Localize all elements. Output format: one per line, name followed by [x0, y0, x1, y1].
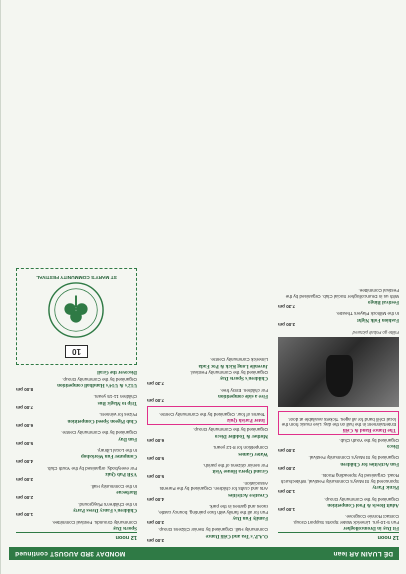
event-description: Fun 5-10-yrs. Limerick Water Sports Support Group. Contact Ronnie Cosgrove.: [292, 514, 399, 525]
event-photo: [278, 337, 399, 407]
event-title: O.A.P.'s Tea and Céilí Dance: [205, 532, 268, 539]
event-description: Arts and crafts for children. Organised by the Parents Association.: [159, 481, 268, 492]
box-title: The Dance Band & Céilí: [342, 427, 396, 434]
event-time: 2.00 pm: [16, 494, 34, 500]
logo-label: ST MARY'S COMMUNITY FESTIVAL: [36, 273, 117, 279]
event-time: 4.00 pm: [16, 458, 34, 464]
photo-caption: Fáilte go Pobal! pictured: [352, 330, 399, 336]
event-description: Organised by the Community Group.: [62, 376, 137, 382]
box-title: Inter Parish Quiz: [226, 417, 265, 424]
event-title: Barbecue: [116, 489, 137, 496]
event-title: Grand Opera House Visit: [212, 468, 268, 475]
event-time: 3.00 pm: [278, 448, 296, 454]
event-date: 12 noon: [278, 532, 399, 540]
event-title: U12's & U14's Handball competition: [57, 381, 137, 388]
event-description: Community Grounds. Festival Committee.: [51, 519, 137, 525]
event-date: 12 noon: [16, 532, 137, 540]
event-description: Organised by the Community Festival.: [190, 369, 268, 375]
event-time: 7.00 pm: [147, 398, 165, 404]
event-time: 7.00 pm: [16, 405, 34, 411]
event-time: 4.00 pm: [147, 496, 165, 502]
event-time: 6.00 pm: [147, 437, 165, 443]
event-title: Disco: [387, 442, 399, 449]
column-2: [147, 355, 268, 543]
event-time: 5.00 pm: [16, 440, 34, 446]
event-description: Organised by the Youth Club.: [339, 437, 399, 443]
event-title: Fit Day in Dromcollogher: [343, 525, 399, 531]
header-title: DÉ LUAIN AR lean: [333, 550, 393, 557]
event-title: Five a side competition: [218, 393, 268, 400]
rotated-page-content: [1, 0, 406, 574]
event-description: Children 11-15 years.: [93, 394, 137, 400]
header-subtitle: MONDAY 3RD AUGUST continued: [15, 550, 126, 557]
event-description: In the Local Library.: [96, 448, 137, 454]
event-description: With us in Drumcollogher Social Club. Organised by the Festival Committee.: [285, 288, 399, 299]
event-title: Adult Bowls & Pool Competition: [327, 501, 399, 508]
event-title: Fashion Folk Night: [357, 316, 399, 323]
event-time: 3.00 pm: [147, 520, 165, 526]
event-title: Discover the Grail: [97, 369, 137, 376]
event-title: Club Pigeon Speed Competition: [67, 417, 137, 424]
event-time: 3.00 pm: [16, 476, 34, 482]
event-description: Competition for 8-12 years.: [212, 445, 268, 451]
event-time: 3.00 pm: [278, 322, 296, 328]
event-description: Organised by the Community Centre.: [61, 430, 137, 436]
event-description: Organised by the Community Group.: [324, 496, 399, 502]
event-title: Computer Fun Workshop: [80, 453, 137, 460]
event-title: VSB Pub Quiz: [105, 471, 137, 478]
event-time: 5.00 pm: [147, 455, 165, 461]
event-description: For children. Entry free.: [220, 387, 268, 393]
logo-cutout: [16, 268, 137, 365]
event-title: Festival Bingo: [368, 298, 399, 305]
event-time: 5.00 pm: [147, 473, 165, 479]
event-time: 7.30 pm: [147, 380, 165, 386]
event-time: 8.00 pm: [16, 387, 34, 393]
event-title: Juvenile Long Kick & Poc Fada: [198, 362, 268, 369]
event-time: 7.30 pm: [278, 304, 296, 310]
event-time: 1.00 pm: [278, 507, 296, 513]
event-title: Water Games: [238, 450, 268, 457]
highlighted-event-box: [278, 411, 399, 435]
highlighted-event-box: [147, 406, 268, 425]
event-time: 1.00 pm: [16, 512, 34, 518]
page-header-band: [9, 547, 399, 560]
event-description: For senior citizens of the parish.: [202, 463, 268, 469]
event-description: Prizes for winners.: [99, 412, 137, 418]
event-time: 3.00 pm: [147, 538, 165, 543]
column-1: [278, 286, 399, 543]
event-title: Fun Day: [118, 435, 137, 442]
box-description: Teams of four. Organised by the Community Centre.: [159, 411, 265, 417]
event-title: Creative Activities: [228, 491, 268, 498]
event-title: Trip to Magic Bus: [97, 399, 137, 406]
event-description: In the Community Hall.: [90, 483, 137, 489]
event-time: 6.00 pm: [16, 422, 34, 428]
event-title: Picnic Party: [372, 483, 399, 490]
festival-logo: [48, 281, 106, 339]
page-number: 10: [65, 345, 88, 358]
event-title: Children's Sports Day: [219, 375, 268, 382]
event-description: Community Hall. Organised by Senior Citizens Group.: [158, 527, 268, 533]
event-time: 2.00 pm: [278, 466, 296, 472]
event-description: Sponsored by St Mary's Community Festival, Whitechurch Road. Organised by Spreading Roots.: [280, 473, 399, 484]
event-description: In the Children's Playground.: [78, 501, 137, 507]
event-time: 1.30 pm: [278, 489, 296, 495]
event-title: Family Fun Day: [232, 514, 268, 521]
box-description: Entertainment in the hall on the day. Live music from the local Céilí band for all ages. Tickets available at door.: [281, 416, 396, 427]
event-description: Organised by the Community Group.: [193, 427, 268, 433]
event-title: Mother & Toddler Disco: [214, 432, 268, 439]
column-3: [16, 268, 137, 543]
event-title: Fun Activities for Children: [340, 460, 399, 467]
event-description: Fun for all the family with face painting, bouncy castle, races and games in the park.: [157, 504, 268, 515]
shamrock-emblem-icon: [48, 281, 106, 339]
event-description: Limerick Community Centre.: [210, 357, 268, 363]
event-title: Sports Day: [112, 525, 137, 531]
event-title: Children's Fancy Dress Party: [72, 507, 137, 514]
event-description: Organised by St Mary's Community Festival.: [308, 455, 399, 461]
event-description: In the Millrock Players Theatre.: [335, 311, 399, 317]
event-description: For everybody, organised by the Youth Club.: [46, 466, 137, 472]
